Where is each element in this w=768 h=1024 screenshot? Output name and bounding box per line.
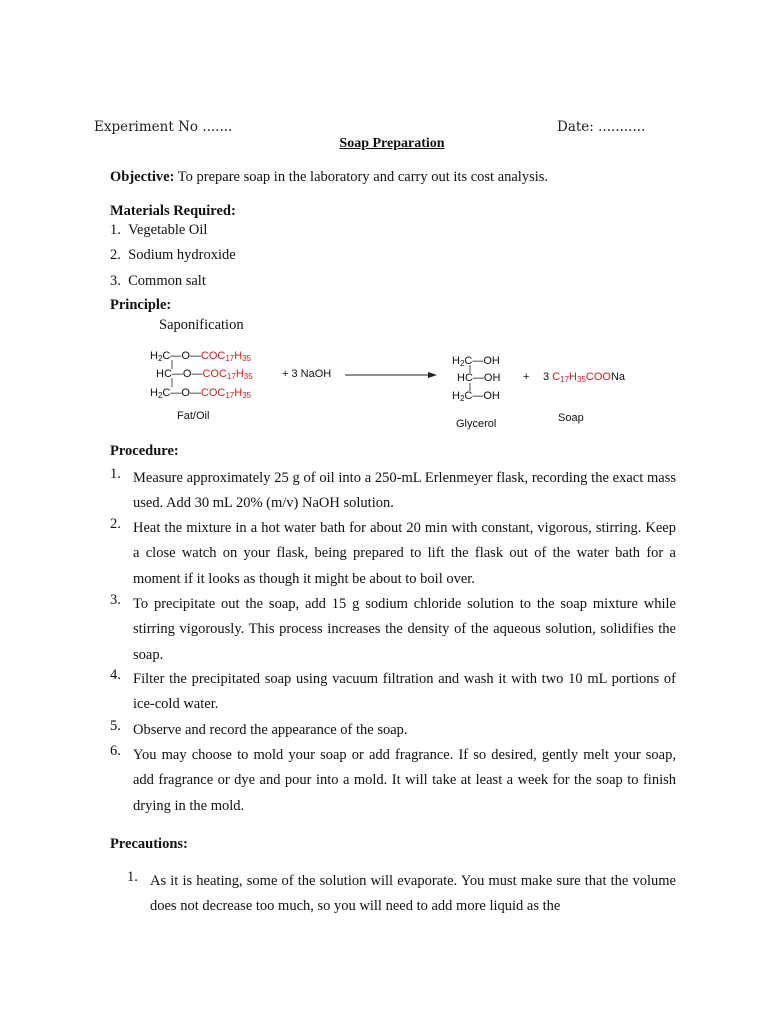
document-page: Experiment No ....... Date: ........... Soap Preparation Objective: To prepare soap in the laboratory and carry out its cost analysis. Materials Required: 1. Vegetable Oil 2. Sodium hydroxide 3. Common salt Principle: Saponification $H_2C—O—COC_{17}H_{35}$ $HC—O—COC_{17}H_{35}$ $H_2C—O—COC_{17}H_{35}$ Fat/Oil + 3 NaOH $H_2C—OH$ HC—OH $H_2C—OH$ Glycerol + 3 $C_{17}H_{35}COONa$ Soap Procedure: 1. Measure approximately 25 g of oil into a 250-mL Erlenmeyer flask, recording the exact mass used. Add 30 mL 20% (m/v) NaOH solution. 2. Heat the mixture in a hot water bath for about 20 min with constant, vigorous, stirring. Keep a close watch on your flask, being prepared to lift the flask out of the water bath for a moment if it looks as though it might be about to boil over. 3. To precipitate out the soap, add 15 g sodium chloride solution to the soap mixture while stirring vigorously. This process increases the density of the aqueous solution, solidifies the soap. 4. Filter the precipitated soap using vacuum filtration and wash it with two 10 mL portions of ice-cold water. 5. Observe and record the appearance of the soap. 6. You may choose to mold your soap or add fragrance. If so desired, gently melt your soap, add fragrance or dye and pour into a mold. It will take at least a week for the soap to finish drying in the mold. Precautions: 1. As it is heating, some of the solution will evaporate. You must make sure that the volume does not decrease too much, so you will need to add more liquid as the — [0, 0, 768, 1024]
fat-line-3: $H_2C—O—COC_{17}H_{35}$ — [150, 387, 252, 400]
page-title: Soap Preparation — [339, 136, 445, 151]
fat-line-1: $H_2C—O—COC_{17}H_{35}$ — [150, 350, 252, 363]
material-item-1: 1. Vegetable Oil — [110, 222, 208, 238]
material-item-2: 2. Sodium hydroxide — [110, 247, 236, 263]
soap-formula: 3 $C_{17}H_{35}COONa$ — [543, 371, 626, 384]
principle-subheading: Saponification — [159, 317, 244, 333]
glycerol-line-2: HC—OH — [457, 372, 501, 384]
objective: Objective: To prepare soap in the laboratory and carry out its cost analysis. — [110, 169, 549, 185]
glycerol-line-1: $H_2C—OH$ — [452, 355, 500, 368]
date-field: Date: ........... — [557, 119, 646, 135]
procedure-heading: Procedure: — [110, 443, 179, 459]
material-item-3: 3. Common salt — [110, 273, 206, 289]
glycerol-line-3: $H_2C—OH$ — [452, 390, 500, 403]
fat-oil-label: Fat/Oil — [177, 410, 210, 422]
materials-heading: Materials Required: — [110, 203, 236, 219]
principle-heading: Principle: — [110, 297, 172, 313]
precautions-heading: Precautions: — [110, 836, 188, 852]
fat-line-2: $HC—O—COC_{17}H_{35}$ — [156, 368, 253, 381]
naoh-reagent: + 3 NaOH — [282, 368, 332, 380]
plus-sign: + — [523, 371, 530, 383]
experiment-number: Experiment No ....... — [94, 119, 233, 135]
soap-label: Soap — [558, 412, 584, 424]
glycerol-label: Glycerol — [456, 418, 497, 430]
